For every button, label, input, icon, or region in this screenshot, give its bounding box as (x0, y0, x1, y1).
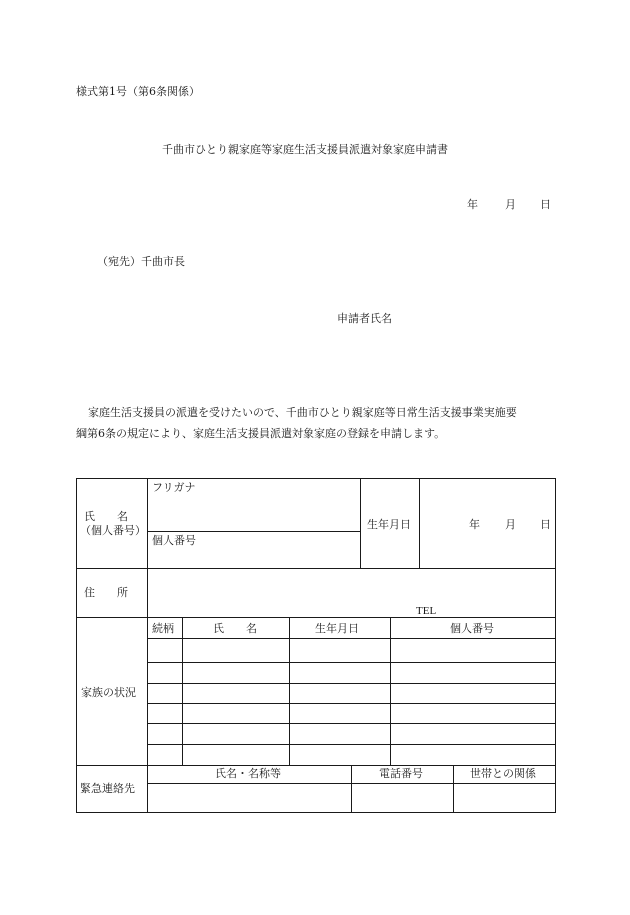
applicant-name-label: 申請者氏名 (337, 312, 392, 325)
emergency-header-relation: 世帯との関係 (470, 767, 536, 780)
birth-day-label: 日 (540, 518, 551, 531)
family-header-name: 氏 名 (213, 622, 257, 635)
tel-label: TEL (416, 605, 437, 617)
form-number: 様式第1号（第6条関係） (76, 85, 200, 98)
family-header-personal-number: 個人番号 (450, 622, 494, 635)
name-label: 氏 名 (84, 510, 128, 523)
furigana-label: フリガナ (152, 481, 196, 494)
family-header-birthdate: 生年月日 (315, 622, 359, 635)
emergency-header-phone: 電話番号 (379, 767, 423, 780)
family-status-label: 家族の状況 (81, 686, 136, 699)
personal-number-label: 個人番号 (152, 534, 196, 547)
date-day-label: 日 (540, 198, 551, 211)
body-line-1: 家庭生活支援員の派遣を受けたいので、千曲市ひとり親家庭等日常生活支援事業実施要 (88, 406, 517, 419)
date-year-label: 年 (467, 198, 478, 211)
address-label: 住 所 (84, 586, 128, 599)
emergency-contact-label: 緊急連絡先 (80, 782, 135, 795)
emergency-header-name: 氏名・名称等 (215, 767, 281, 780)
addressee: （宛先）千曲市長 (97, 255, 185, 268)
family-header-relation: 続柄 (152, 622, 174, 635)
body-line-2: 綱第6条の規定により、家庭生活支援員派遣対象家庭の登録を申請します。 (76, 427, 446, 440)
birth-year-label: 年 (469, 518, 480, 531)
birthdate-label: 生年月日 (367, 518, 411, 531)
personal-number-paren-label: （個人番号） (80, 524, 146, 537)
date-month-label: 月 (505, 198, 516, 211)
page-title: 千曲市ひとり親家庭等家庭生活支援員派遣対象家庭申請書 (162, 143, 448, 156)
birth-month-label: 月 (505, 518, 516, 531)
